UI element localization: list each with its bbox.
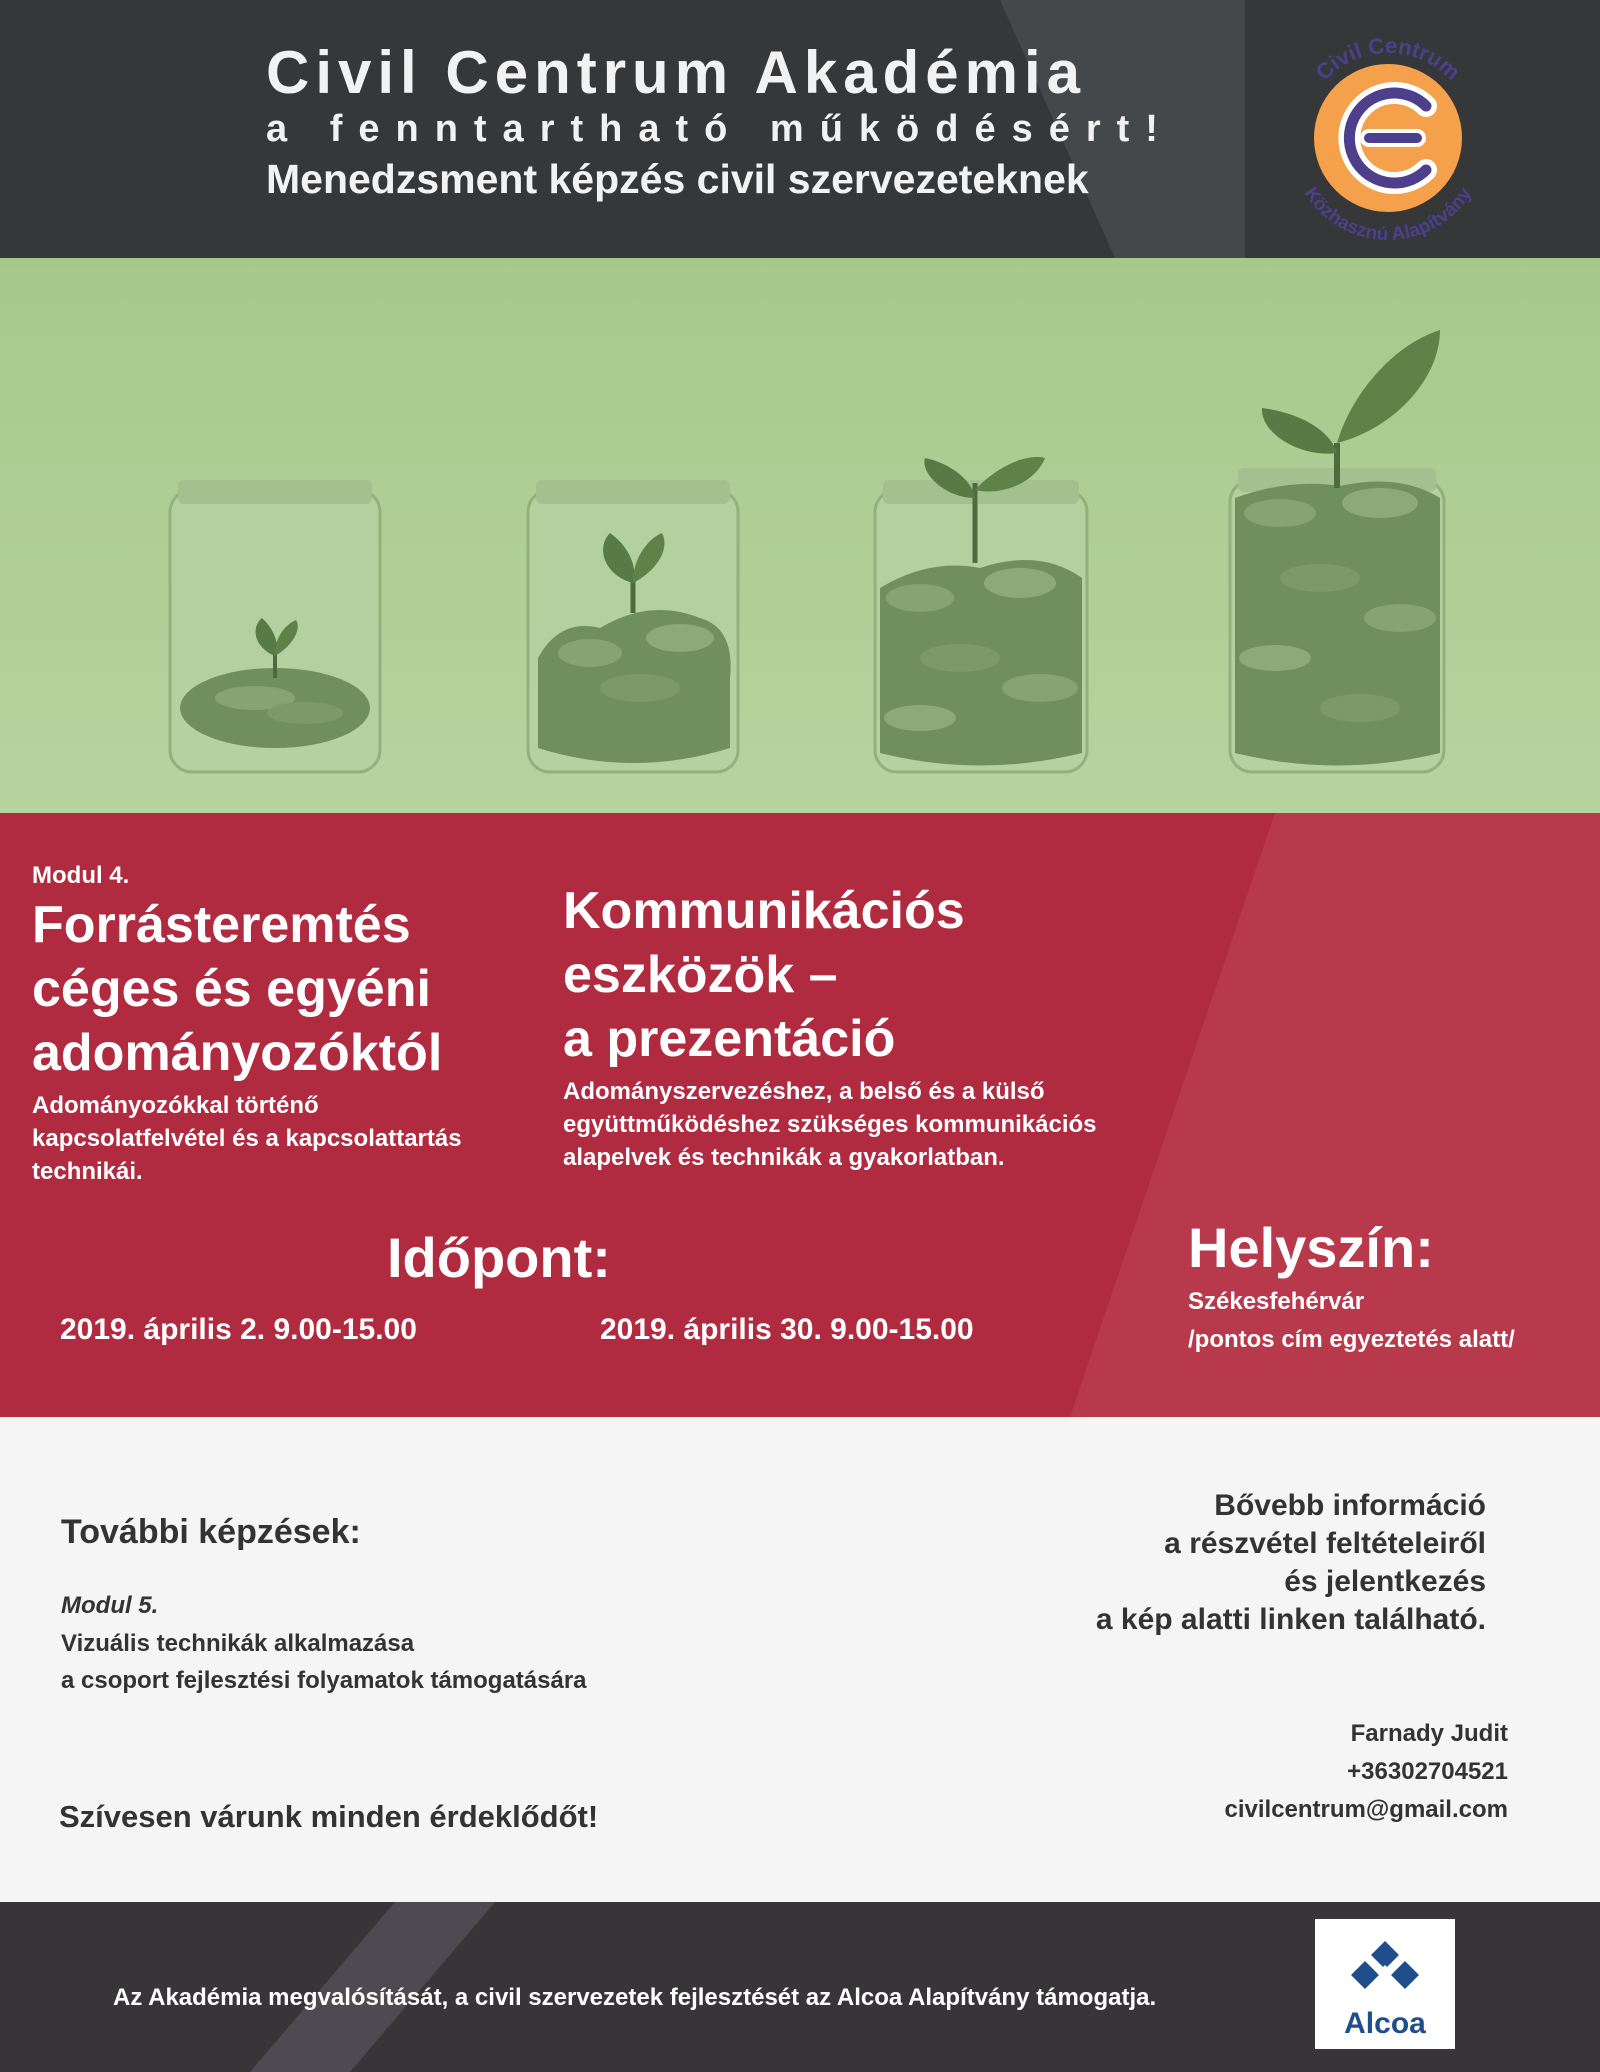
hero-photo (0, 258, 1600, 813)
module-left-title (32, 893, 442, 1085)
more-info-line: a kép alatti linken található. (1095, 1603, 1486, 1636)
location-note: /pontos cím egyeztetés alatt/ (1188, 1326, 1515, 1353)
module-right-desc-line: alapelvek és technikák a gyakorlatban. (563, 1144, 1005, 1171)
module-label: Modul 4. (32, 862, 130, 889)
academy-tagline: Menedzsment képzés civil szervezeteknek (266, 156, 1089, 202)
module-right-title-line: Kommunikációs (563, 882, 965, 940)
module-right-title-line: a prezentáció (563, 1010, 896, 1068)
location-details (1188, 1283, 1515, 1359)
sponsor-statement: Az Akadémia megvalósítását, a civil szervezetek fejlesztését az Alcoa Alapítvány támogatja. (113, 1984, 1157, 2011)
module-right-desc-line: Adományszervezéshez, a belső és a külső (563, 1078, 1045, 1105)
module-left-title-line: adományozóktól (32, 1024, 443, 1082)
module-left-description (32, 1089, 462, 1188)
contact-email[interactable]: civilcentrum@gmail.com (1224, 1796, 1508, 1823)
coin-jars-illustration (0, 258, 1600, 813)
jar-1 (170, 480, 380, 772)
jar-2 (528, 480, 738, 772)
module-right-title-line: eszközök – (563, 946, 838, 1004)
module-left-title-line: Forrásteremtés (32, 896, 411, 954)
module-right-description (563, 1075, 1097, 1174)
module-left-desc-line: Adományozókkal történő (32, 1092, 319, 1119)
module-right-desc-line: együttműködéshez szükséges kommunikációs (563, 1111, 1097, 1138)
alcoa-logo (1315, 1919, 1455, 2049)
academy-title: Civil Centrum Akadémia (266, 39, 1086, 106)
academy-subtitle: a fenntartható működésért! (266, 108, 1174, 150)
schedule-date-2: 2019. április 30. 9.00-15.00 (600, 1313, 974, 1346)
next-module-title-line: a csoport fejlesztési folyamatok támogatására (61, 1667, 587, 1694)
logo-text-top: Civil Centrum (1310, 32, 1466, 85)
module-left-desc-line: kapcsolatfelvétel és a kapcsolattartás (32, 1125, 462, 1152)
next-module-title-line: Vizuális technikák alkalmazása (61, 1630, 415, 1657)
logo-text-bottom: Közhasznú Alapítvány (1299, 183, 1477, 244)
more-info-text (1096, 1487, 1486, 1639)
location-heading: Helyszín: (1188, 1216, 1434, 1279)
contact-name: Farnady Judit (1350, 1720, 1508, 1747)
module-right-title (563, 879, 965, 1071)
module-info-band (0, 813, 1600, 1417)
further-info-section (0, 1417, 1600, 1902)
civil-centrum-logo-icon (1278, 32, 1498, 244)
footer-banner (0, 1902, 1600, 2072)
more-info-line: Bővebb információ (1214, 1489, 1486, 1522)
more-info-line: és jelentkezés (1284, 1565, 1486, 1598)
module-left-desc-line: technikái. (32, 1158, 143, 1185)
schedule-heading: Időpont: (387, 1226, 611, 1289)
header-banner (0, 0, 1600, 258)
alcoa-logo-text: Alcoa (1344, 2007, 1426, 2040)
next-module-title (61, 1625, 587, 1699)
jar-3 (875, 457, 1087, 772)
location-city: Székesfehérvár (1188, 1288, 1365, 1315)
contact-phone[interactable]: +36302704521 (1347, 1758, 1508, 1785)
schedule-date-1: 2019. április 2. 9.00-15.00 (60, 1313, 417, 1346)
contact-block (1225, 1715, 1509, 1829)
further-trainings-heading: További képzések: (61, 1513, 361, 1551)
more-info-line: a részvétel feltételeiről (1164, 1527, 1486, 1560)
welcome-message: Szívesen várunk minden érdeklődőt! (59, 1799, 599, 1834)
next-module-label: Modul 5. (61, 1592, 159, 1619)
module-left-title-line: céges és egyéni (32, 960, 431, 1018)
